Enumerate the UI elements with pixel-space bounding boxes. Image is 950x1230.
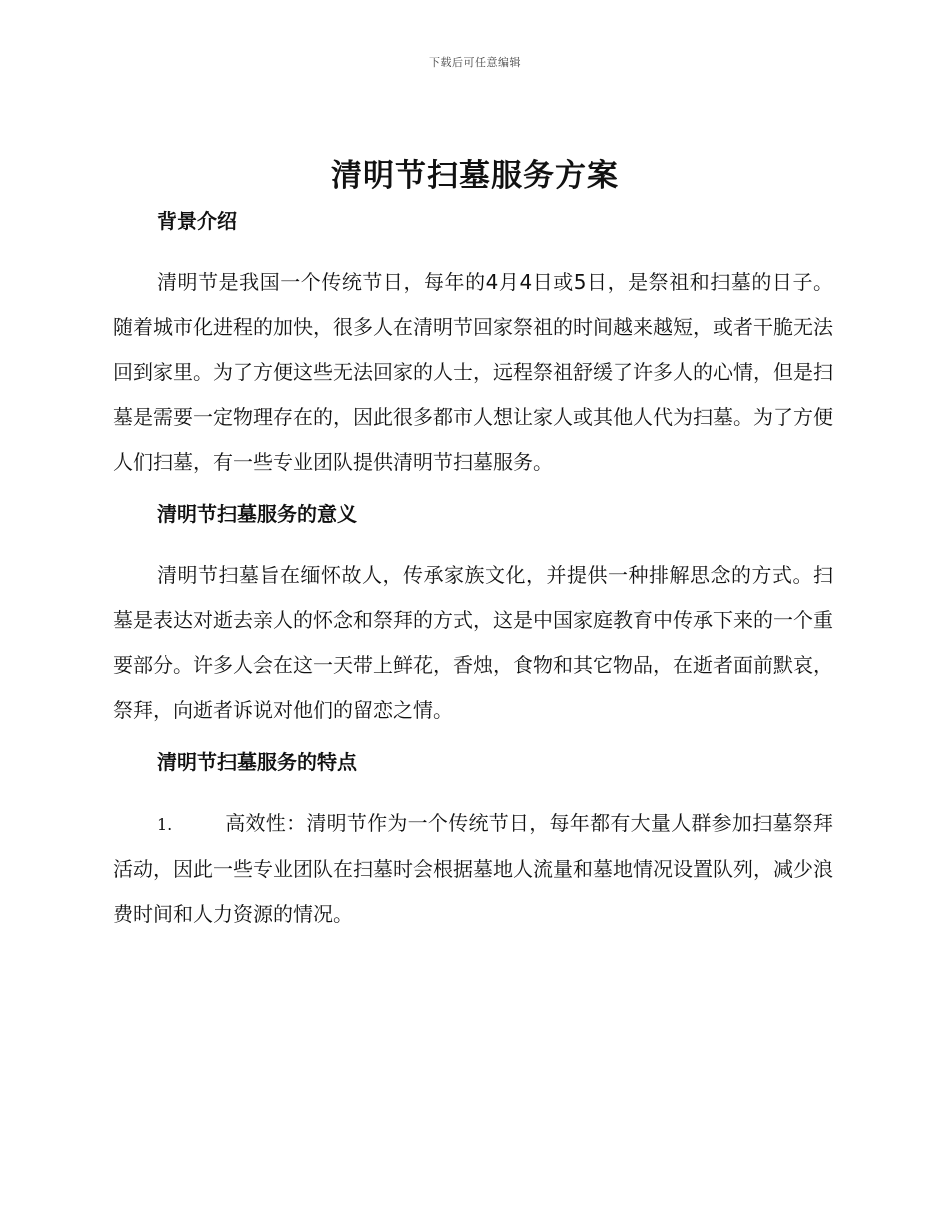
list-item-text: 高效性：清明节作为一个传统节日，每年都有大量人群参加扫墓祭拜活动，因此一些专业团队在扫墓时会根据墓地人流量和墓地情况设置队列，减少浪费时间和人力资源的情况。 (113, 811, 833, 926)
section-heading-background: 背景介绍 (157, 209, 237, 233)
document-body (113, 206, 833, 937)
section-paragraph-significance: 清明节扫墓旨在缅怀故人，传承家族文化，并提供一种排解思念的方式。扫墓是表达对逝去亲人的怀念和祭拜的方式，这是中国家庭教育中传承下来的一个重要部分。许多人会在这一天带上鲜花，香烛，食物和其它物品，在逝者面前默哀，祭拜，向逝者诉说对他们的留恋之情。 (113, 563, 833, 722)
document-title: 清明节扫墓服务方案 (331, 158, 619, 194)
list-item-number: 1. (157, 815, 173, 834)
section-paragraph-background: 清明节是我国一个传统节日，每年的4月4日或5日，是祭祖和扫墓的日子。随着城市化进程的加快，很多人在清明节回家祭祖的时间越来越短，或者干脆无法回到家里。为了方便这些无法回家的人士，远程祭祖舒缓了许多人的心情，但是扫墓是需要一定物理存在的，因此很多都市人想让家人或其他人代为扫墓。为了方便人们扫墓，有一些专业团队提供清明节扫墓服务。 (113, 270, 833, 474)
section-heading-significance: 清明节扫墓服务的意义 (157, 502, 357, 526)
header-note: 下载后可任意编辑 (429, 56, 521, 69)
list-item (113, 801, 833, 937)
section-heading-features: 清明节扫墓服务的特点 (157, 750, 357, 774)
